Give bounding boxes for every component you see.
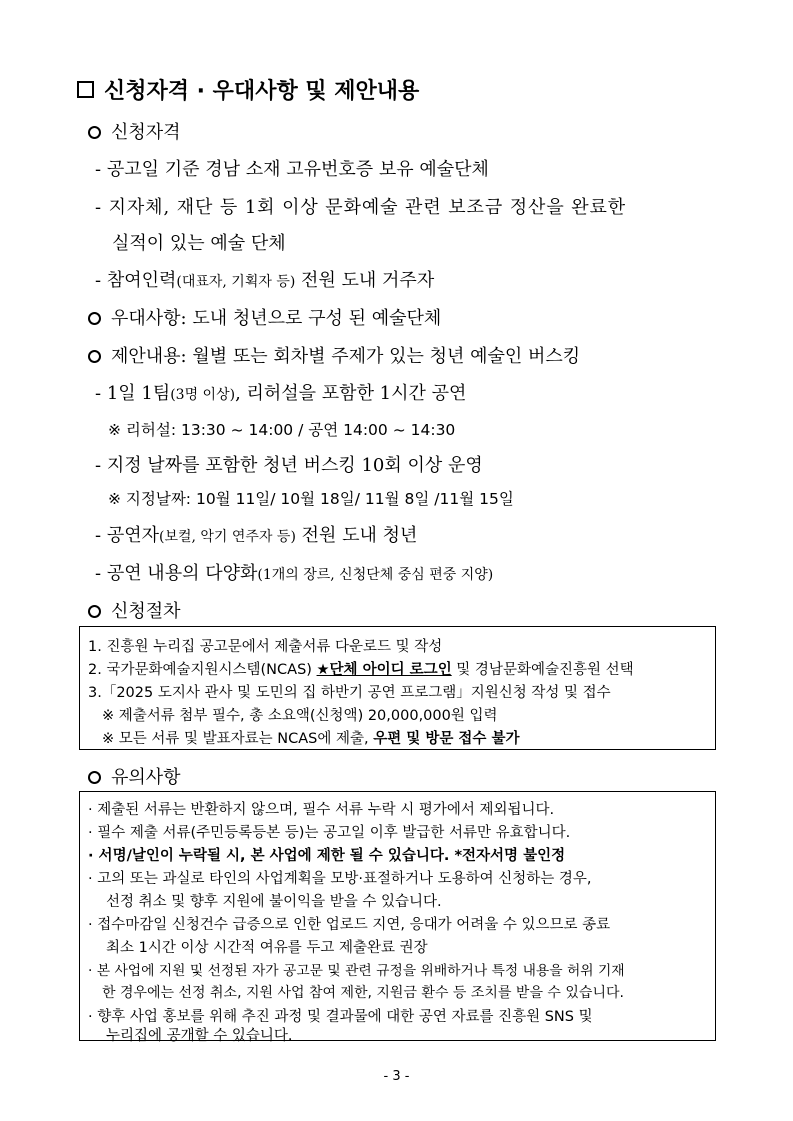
circle-bullet-icon [88,771,101,784]
procedure-title: 신청절차 [88,597,181,623]
eligibility-item-3: - 참여인력(대표자, 기획자 등) 전원 도내 거주자 [95,270,435,291]
eligibility-item-2: - 지자체, 재단 등 1회 이상 문화예술 관련 보조금 정산을 완료한 [95,197,627,218]
caution-line-3: · 서명/날인이 누락될 시, 본 사업에 제한 될 수 있습니다. *전자서명 불인정 [88,848,566,864]
caution-line-4-cont: 선정 취소 및 향후 지원에 불이익을 받을 수 있습니다. [106,894,442,910]
caution-line-6-cont: 한 경우에는 선정 취소, 지원 사업 참여 제한, 지원금 환수 등 조치를 받을 수 있습니다. [102,985,624,1001]
caution-line-6: · 본 사업에 지원 및 선정된 자가 공고문 및 관련 규정을 위배하거나 특정 내용을 허위 기재 [88,963,625,979]
caution-line-2: · 필수 제출 서류(주민등록등본 등)는 공고일 이후 발급한 서류만 유효합니다. [88,825,571,841]
caution-line-5-cont: 최소 1시간 이상 시간적 여유를 두고 제출완료 권장 [106,940,428,956]
proposal-title: 제안내용: 월별 또는 회차별 주제가 있는 청년 예술인 버스킹 [88,342,580,368]
proposal-note-1: ※ 리허설: 13:30 ~ 14:00 / 공연 14:00 ~ 14:30 [108,421,456,439]
procedure-line-4: ※ 제출서류 첨부 필수, 총 소요액(신청액) 20,000,000원 입력 [102,708,498,724]
proposal-item-1: - 1일 1팀(3명 이상), 리허설을 포함한 1시간 공연 [95,383,467,404]
procedure-line-5: ※ 모든 서류 및 발표자료는 NCAS에 제출, 우편 및 방문 접수 불가 [102,731,520,747]
caution-line-4: · 고의 또는 과실로 타인의 사업계획을 모방·표절하거나 도용하여 신청하는 경우, [88,871,592,887]
eligibility-item-1: - 공고일 기준 경남 소재 고유번호증 보유 예술단체 [95,159,489,180]
proposal-note-2: ※ 지정날짜: 10월 11일/ 10월 18일/ 11월 8일 /11월 15일 [108,490,514,508]
proposal-item-3: - 공연자(보컬, 악기 연주자 등) 전원 도내 청년 [95,525,418,546]
eligibility-title: 신청자격 [88,118,181,144]
circle-bullet-icon [88,350,101,363]
caution-line-7: · 향후 사업 홍보를 위해 추진 과정 및 결과물에 대한 공연 자료를 진흥원 SNS 및 [88,1009,593,1025]
proposal-item-4: - 공연 내용의 다양화(1개의 장르, 신청단체 중심 편중 지양) [95,563,494,584]
circle-bullet-icon [88,312,101,325]
caution-line-1: · 제출된 서류는 반환하지 않으며, 필수 서류 누락 시 평가에서 제외됩니다. [88,802,555,818]
circle-bullet-icon [88,605,101,618]
procedure-line-1: 1. 진흥원 누리집 공고문에서 제출서류 다운로드 및 작성 [88,639,443,655]
section-heading [77,74,419,105]
heading-text: 신청자격 · 우대사항 및 제안내용 [104,79,420,104]
page-number: - 3 - [383,1069,410,1084]
proposal-item-2: - 지정 날짜를 포함한 청년 버스킹 10회 이상 운영 [95,455,483,476]
caution-line-7-cont: 누리집에 공개할 수 있습니다. [106,1028,293,1044]
caution-box [79,791,716,1044]
caution-line-5: · 접수마감일 신청건수 급증으로 인한 업로드 지연, 응대가 어려울 수 있으므로 종료 [88,917,611,933]
caution-title: 유의사항 [88,763,181,789]
procedure-line-2: 2. 국가문화예술지원시스템(NCAS) ★단체 아이디 로그인 및 경남문화예술진흥원 선택 [88,662,634,678]
checkbox-square-icon [77,81,94,98]
procedure-line-3: 3.「2025 도지사 관사 및 도민의 집 하반기 공연 프로그램」지원신청 작성 및 접수 [88,685,611,701]
circle-bullet-icon [88,126,101,139]
preference: 우대사항: 도내 청년으로 구성 된 예술단체 [88,304,441,330]
procedure-box [79,626,716,750]
eligibility-item-2-cont: 실적이 있는 예술 단체 [112,233,286,254]
